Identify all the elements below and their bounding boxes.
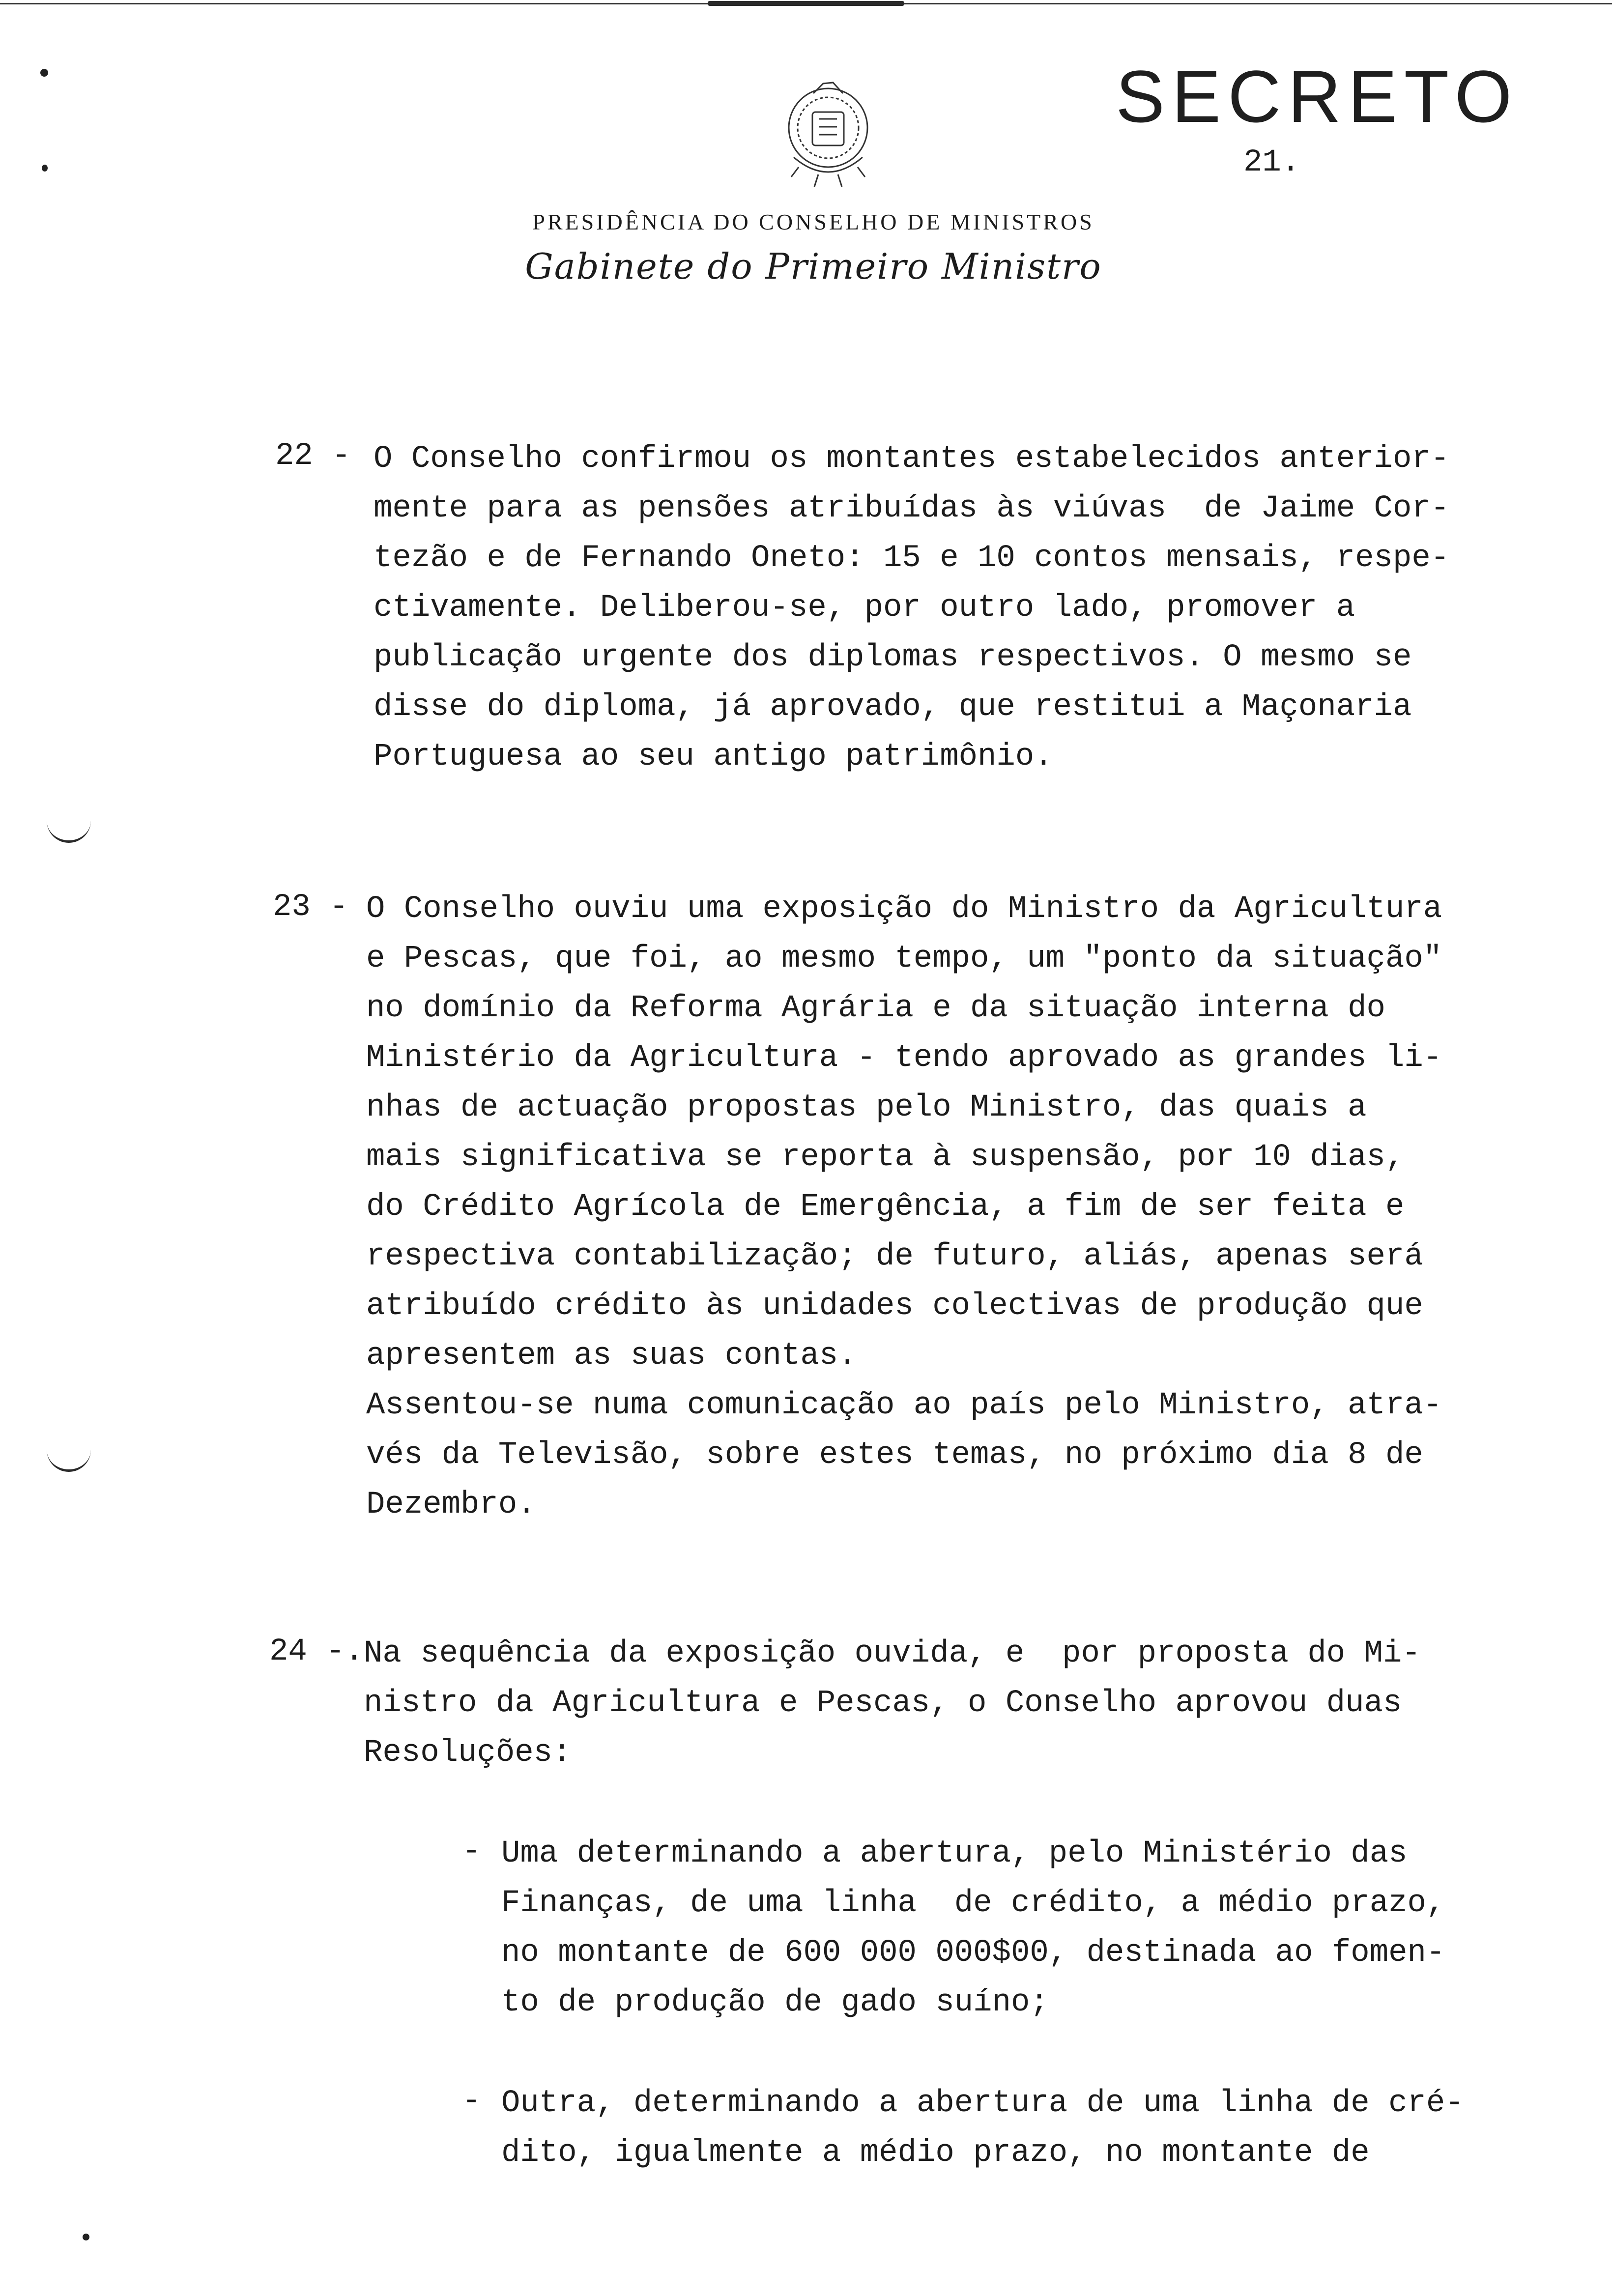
item-number: 22 - xyxy=(275,438,351,474)
subitem-paragraph xyxy=(501,1829,1445,2028)
item-number: 24 -. xyxy=(269,1634,364,1669)
paragraph-line: atribuído crédito às unidades colectivas de produção que xyxy=(366,1289,1423,1324)
paragraph-line: mente para as pensões atribuídas às viúvas de Jaime Cor- xyxy=(374,491,1450,526)
top-edge-mark xyxy=(708,1,904,6)
paragraph-line: nhas de actuação propostas pelo Ministro, das quais a xyxy=(366,1090,1367,1125)
paragraph-line: e Pescas, que foi, ao mesmo tempo, um "ponto da situação" xyxy=(366,941,1442,976)
subitem-dash: - xyxy=(462,2084,481,2119)
paragraph-line: vés da Televisão, sobre estes temas, no próximo dia 8 de xyxy=(366,1437,1423,1473)
paragraph-line: Portuguesa ao seu antigo patrimônio. xyxy=(374,739,1053,775)
margin-dot xyxy=(42,165,48,172)
item-paragraph xyxy=(364,1629,1421,1778)
subitem-paragraph xyxy=(501,2079,1464,2178)
paragraph-line: O Conselho confirmou os montantes estabelecidos anterior- xyxy=(374,441,1450,477)
item-number: 23 - xyxy=(273,890,348,925)
paragraph-line: O Conselho ouviu uma exposição do Ministro da Agricultura xyxy=(366,891,1442,927)
margin-dot xyxy=(40,69,48,77)
paragraph-line: mais significativa se reporta à suspensão, por 10 dias, xyxy=(366,1140,1405,1175)
paragraph-line: Ministério da Agricultura - tendo aprovado as grandes li- xyxy=(366,1040,1442,1076)
item-paragraph xyxy=(374,434,1449,782)
paragraph-line: Assentou-se numa comunicação ao país pelo Ministro, atra- xyxy=(366,1388,1442,1423)
department-subheading: Gabinete do Primeiro Ministro xyxy=(525,246,1102,287)
paragraph-line: Uma determinando a abertura, pelo Ministério das xyxy=(501,1836,1408,1871)
institution-heading: PRESIDÊNCIA DO CONSELHO DE MINISTROS xyxy=(532,209,1094,234)
paragraph-line: ctivamente. Deliberou-se, por outro lado, promover a xyxy=(374,590,1355,626)
paragraph-line: no montante de 600 000 000$00, destinada ao fomen- xyxy=(501,1935,1445,1971)
paragraph-line: respectiva contabilização; de futuro, aliás, apenas será xyxy=(366,1239,1423,1274)
paragraph-line: no domínio da Reforma Agrária e da situação interna do xyxy=(366,991,1385,1026)
paragraph-line: dito, igualmente a médio prazo, no montante de xyxy=(501,2135,1370,2171)
coat-of-arms-emblem xyxy=(764,74,892,197)
margin-dot xyxy=(83,2234,89,2240)
paragraph-line: do Crédito Agrícola de Emergência, a fim de ser feita e xyxy=(366,1189,1405,1225)
paragraph-line: Finanças, de uma linha de crédito, a médio prazo, xyxy=(501,1886,1445,1921)
paragraph-line: nistro da Agricultura e Pescas, o Conselho aprovou duas xyxy=(364,1686,1402,1721)
subitem-dash: - xyxy=(462,1834,481,1869)
margin-mark xyxy=(47,1450,91,1472)
paragraph-line: to de produção de gado suíno; xyxy=(501,1985,1049,2020)
paragraph-line: apresentem as suas contas. xyxy=(366,1338,857,1374)
paragraph-line: disse do diploma, já aprovado, que restitui a Maçonaria xyxy=(374,689,1412,725)
margin-mark xyxy=(47,821,91,843)
paragraph-line: Dezembro. xyxy=(366,1487,536,1522)
paragraph-line: Na sequência da exposição ouvida, e por proposta do Mi- xyxy=(364,1636,1421,1671)
paragraph-line: publicação urgente dos diplomas respectivos. O mesmo se xyxy=(374,640,1412,675)
item-paragraph xyxy=(366,885,1442,1530)
paragraph-line: Resoluções: xyxy=(364,1735,572,1771)
page-number: 21. xyxy=(1243,145,1300,180)
paragraph-line: tezão e de Fernando Oneto: 15 e 10 contos mensais, respe- xyxy=(374,541,1450,576)
classification-stamp: SECRETO xyxy=(1116,55,1519,138)
paragraph-line: Outra, determinando a abertura de uma linha de cré- xyxy=(501,2086,1464,2121)
